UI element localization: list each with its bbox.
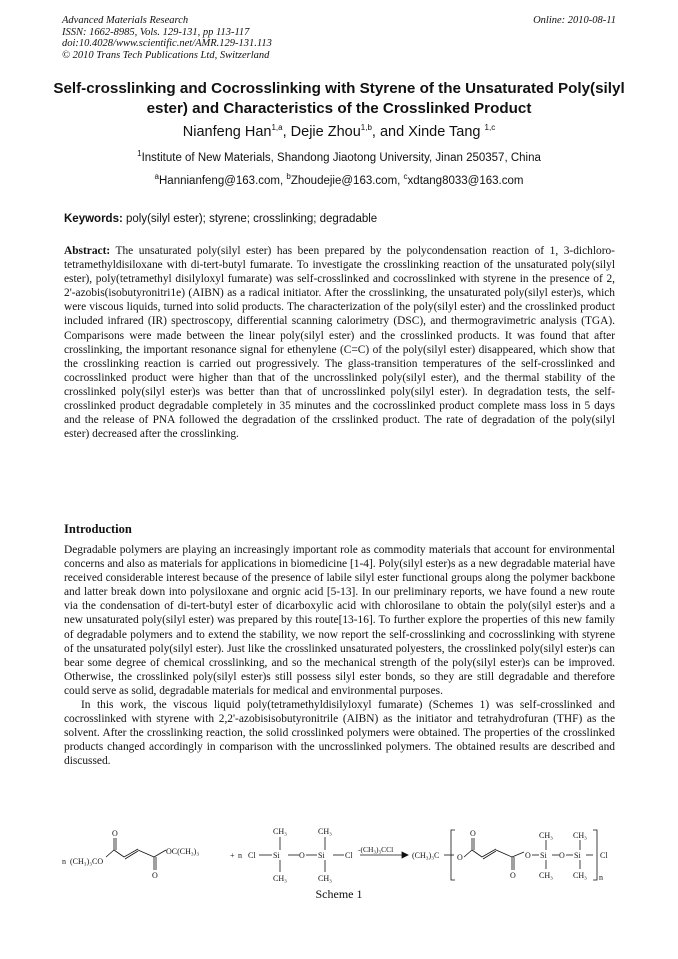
scheme-carbonyl-o: O xyxy=(510,871,516,880)
scheme-carbonyl-o: O xyxy=(112,829,118,838)
scheme-caption: Scheme 1 xyxy=(315,887,363,901)
scheme-n: n xyxy=(599,873,603,882)
scheme-si: Si xyxy=(574,851,581,860)
scheme-1-diagram xyxy=(62,822,618,884)
email-link[interactable]: xdtang8033@163.com xyxy=(407,175,524,187)
scheme-carbonyl-o: O xyxy=(470,829,476,838)
section-heading-introduction: Introduction xyxy=(64,522,132,536)
email-sup: b xyxy=(286,172,291,182)
scheme-si: Si xyxy=(318,851,325,860)
scheme-cl: Cl xyxy=(248,851,256,860)
journal-issn: ISSN: 1662-8985, Vols. 129-131, pp 113-117 xyxy=(62,26,250,38)
abstract-label: Abstract: xyxy=(64,245,111,257)
affiliation-sup: 1 xyxy=(137,149,142,159)
scheme-byproduct: -(CH₃)₃CCl xyxy=(358,845,394,854)
keywords-label: Keywords: xyxy=(64,213,123,225)
scheme-n: n xyxy=(238,851,242,860)
scheme-cl: Cl xyxy=(600,851,608,860)
scheme-ch3: CH₃ xyxy=(539,831,553,840)
scheme-plus: + xyxy=(230,851,235,860)
keywords xyxy=(64,213,377,225)
scheme-o: O xyxy=(525,851,531,860)
affiliation xyxy=(40,149,638,164)
email-sup: a xyxy=(154,172,159,182)
scheme-o: O xyxy=(559,851,565,860)
abstract-text: The unsaturated poly(silyl ester) has been prepared by the polycondensation reaction of 1, 3-dichloro-tetramethyldisiloxane with di-tert-butyl fumarate. To investigate the crosslinking reaction of the unsaturated poly(silyl ester), poly(tetramethyl disilyloxyl fumarate) was self-crosslinked and cocrosslinked with styrene in the presence of 2, 2'-azobis(isobutyronitri1e) (AIBN) as a radical initiator. After the crosslinking, the unsaturated poly(silyl ester)s, which were viscous liquids, turned into solid products. The characterization of the poly(silyl ester) and the crosslinked product included infrared (IR) spectroscopy, differential scanning calorimetry (DSC), and thermogravimetric analysis (TGA). Comparisons were made between the linear poly(silyl ester) and the crosslinked products. It was found that after crosslinking, the important resonance signal for ethenylene (C=C) of the poly(silyl ester) disappeared, which show that the crosslinking reaction is carried out progressively. The glass-transition temperatures of the self-crosslinked and cocrosslinked product were higher than that of the uncrosslinked poly(silyl ester), and the thermal stability of the crosslinked poly(silyl ester)s was better than that of uncrosslinked poly(silyl ester). In degradation tests, the self-crosslinked product degradable completely in 35 minutes and the cocrosslinked product complete mass loss in 5 days and the release of PNA followed the degradation of the crsslinked product. The rate of degradation of the poly(silyl ester) decreased after the crosslinking. xyxy=(64,245,615,441)
scheme-o: O xyxy=(299,851,305,860)
author-name: Xinde Tang xyxy=(408,124,481,140)
journal-doi: doi:10.4028/www.scientific.net/AMR.129-131.113 xyxy=(62,38,272,50)
scheme-tbu-left: (CH₃)₃CO xyxy=(70,857,104,866)
scheme-ch3: CH₃ xyxy=(318,827,332,836)
scheme-tbu-product: (CH₃)₃C xyxy=(412,851,440,860)
keywords-text: poly(silyl ester); styrene; crosslinking; degradable xyxy=(126,213,378,225)
author-sup: 1,c xyxy=(484,123,496,133)
scheme-ch3: CH₃ xyxy=(573,871,587,880)
email-sup: c xyxy=(403,172,408,182)
paper-title: Self-crosslinking and Cocrosslinking with Styrene of the Unsaturated Poly(silyl ester) and Characteristics of the Crosslinked Product xyxy=(53,80,625,117)
journal-copyright: © 2010 Trans Tech Publications Ltd, Switzerland xyxy=(62,49,270,61)
scheme-o: O xyxy=(457,853,463,862)
introduction-body xyxy=(64,543,615,769)
journal-header xyxy=(62,15,616,61)
online-date: Online: 2010-08-11 xyxy=(533,15,616,26)
scheme-cl: Cl xyxy=(345,851,353,860)
paragraph: In this work, the viscous liquid poly(tetramethyldisilyloxyl fumarate) (Schemes 1) was self-crosslinked and cocrosslinked with styrene with 2,2'-azobisisobutyronitrile (AIBN) as the initiator and tetrahydrofuran (THF) as the solvent. After the crosslinking reaction, the solid crosslinked polymers were obtained. The properties of the crosslinked products changed accordingly in comparison with the uncrosslinked polymers. The obtained results are described and discussed. xyxy=(64,699,615,768)
author-emails: $^a$Hannianfeng@163.com, $^b$Zhoudejie@163.com, $^c$xdtang8033@163.com xyxy=(154,172,524,187)
scheme-tbu-right: OC(CH₃)₃ xyxy=(166,847,200,856)
author-sup: 1,b xyxy=(360,123,372,133)
scheme-ch3: CH₃ xyxy=(318,874,332,883)
scheme-carbonyl-o: O xyxy=(152,871,158,880)
paragraph: Degradable polymers are playing an increasingly important role as commodity materials that account for environmental concerns and also as materials for applications in biomedicine [1-4]. Poly(silyl ester)s as a new degradable material have received considerable interest because of the presence of labile silyl ester functional groups along the polymer backbone and latter break down into polysiloxane and orgnic acid [5-13]. In our preliminary reports, we have found a new route via the condensation of di-tert-butyl ester of dicarboxylic acid with chlorosilane to obtain the poly(silyl ester)s and a new unsaturated poly(silyl ester) was prepared by this route[13-16]. To further explore the properties of this new family of degradable polymers and to extend the stability, we now report the self-crosslinking and cocrosslinking with styrene of the unsaturated poly(silyl ester). Just like the crosslinked unsaturated polyesters, the crosslinked poly(silyl ester)s can bear some degree of chemical crosslinking, and so the mechanical strength of the poly(silyl ester)s can be improved. Otherwise, the crosslinked poly(silyl ester)s still possess silyl ester bonds, so they are still degradable and therefore could serve as solid, degradable materials for medical and environmental purposes. xyxy=(64,544,615,697)
author-name: Dejie Zhou xyxy=(290,124,361,140)
author-sup: 1,a xyxy=(271,123,283,133)
email-link[interactable]: Hannianfeng@163.com xyxy=(159,175,281,187)
scheme-si: Si xyxy=(540,851,547,860)
author-list: Nianfeng Han$^{1,a}$, Dejie Zhou$^{1,b}$, and Xinde Tang $^{1,c}$ xyxy=(182,123,496,140)
email-link[interactable]: Zhoudejie@163.com xyxy=(290,175,398,187)
journal-name: Advanced Materials Research xyxy=(62,15,189,26)
author-name: Nianfeng Han xyxy=(182,124,272,140)
scheme-ch3: CH₃ xyxy=(273,874,287,883)
scheme-ch3: CH₃ xyxy=(573,831,587,840)
affiliation-text: Institute of New Materials, Shandong Jiaotong University, Jinan 250357, China xyxy=(141,152,541,164)
scheme-si: Si xyxy=(273,851,280,860)
scheme-n: n xyxy=(62,857,66,866)
abstract xyxy=(64,244,615,441)
scheme-ch3: CH₃ xyxy=(273,827,287,836)
scheme-ch3: CH₃ xyxy=(539,871,553,880)
